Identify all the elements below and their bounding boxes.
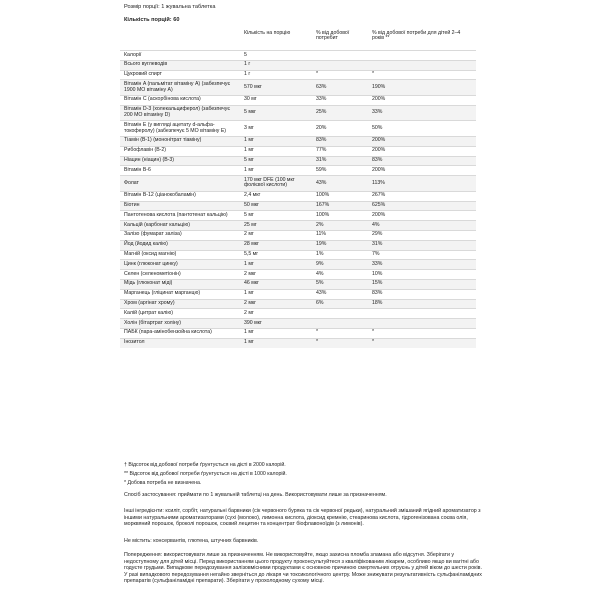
amount-per-serving: 2 мг xyxy=(244,309,254,316)
table-header-row xyxy=(120,29,476,51)
nutrient-name: Пантотенова кислота (пантотенат кальцію) xyxy=(124,211,228,218)
amount-per-serving: 25 мг xyxy=(244,221,257,228)
amount-per-serving: 5 мг xyxy=(244,157,254,164)
daily-value: 25% xyxy=(316,109,327,116)
child-daily-value: * xyxy=(372,329,375,336)
child-daily-value: * xyxy=(372,339,375,346)
child-daily-value: 625% xyxy=(372,202,386,209)
column-header-amount: Кількість на порцію xyxy=(244,29,291,36)
child-daily-value: 200% xyxy=(372,147,386,154)
amount-per-serving: 2 мг xyxy=(244,231,254,238)
nutrient-name: Вітамін C (аскорбінова кислота) xyxy=(124,96,201,103)
amount-per-serving: 1 мг xyxy=(244,260,254,267)
child-daily-value: 31% xyxy=(372,241,383,248)
child-daily-value xyxy=(368,51,476,61)
daily-value: 63% xyxy=(316,83,327,90)
table-row xyxy=(120,201,476,211)
table-row xyxy=(120,166,476,176)
amount-per-serving: 390 мкг xyxy=(244,319,262,326)
amount-per-serving: 3 мг xyxy=(244,124,254,131)
table-row xyxy=(120,299,476,309)
nutrient-name: Вітамін D-3 (холекальциферол) (забезпечує 200 МО вітаміну D) xyxy=(124,106,230,119)
amount-per-serving: 570 мкг xyxy=(244,83,262,90)
child-daily-value: 190% xyxy=(372,83,386,90)
usage-paragraph xyxy=(124,492,484,499)
daily-value: * xyxy=(316,329,319,336)
amount-per-serving: 1 мг xyxy=(244,290,254,297)
amount-per-serving: 1 мг xyxy=(244,166,254,173)
nutrient-name: Селен (селенометіонін) xyxy=(124,270,181,277)
daily-value: 1% xyxy=(316,251,324,258)
nutrient-name: Біотин xyxy=(124,202,140,209)
nutrient-name: Ніацин (ніацин) (B-3) xyxy=(124,157,175,164)
daily-value: 100% xyxy=(316,211,330,218)
daily-value: 4% xyxy=(316,270,324,277)
amount-per-serving: 5 мг xyxy=(244,211,254,218)
amount-per-serving: 2 мкг xyxy=(244,300,257,307)
child-daily-value xyxy=(368,319,476,329)
daily-value: 11% xyxy=(316,231,326,238)
amount-per-serving: 1 г xyxy=(244,71,251,78)
table-row xyxy=(120,121,476,137)
table-row xyxy=(120,240,476,250)
child-daily-value xyxy=(368,60,476,70)
table-row xyxy=(120,95,476,105)
serving-size: Розмір порції: 1 жувальна таблетка xyxy=(124,4,216,10)
nutrient-name: Кальцій (карбонат кальцію) xyxy=(124,221,191,228)
table-row xyxy=(120,230,476,240)
amount-per-serving: 1 г xyxy=(244,61,251,68)
daily-value: 33% xyxy=(316,96,327,103)
free-from-paragraph: Не містить: консервантів, глютена, штучних барвників. xyxy=(124,538,259,544)
daily-value: 2% xyxy=(316,221,324,228)
table-row xyxy=(120,136,476,146)
table-row xyxy=(120,51,476,61)
child-daily-value: * xyxy=(372,71,375,78)
ingredients-text: ксиліт, сорбіт, натуральні барвники (сік червоного буряка та сік червоної редьки), натуральний змішаний ягідний ароматизатор з іншими натуральними ароматизаторами (сухі (молоко), лимонна кислота, діоксид кремнію, стеаринова кислота, гідрогенізована соєва олія, морквяний порошок, броколі порошок, соєвий лецитин та концентрат біофлавоноїдів (з лимонів). xyxy=(124,508,481,528)
nutrient-name: Мідь (глюконат міді) xyxy=(124,280,173,287)
nutrient-name: Цинк (глюконат цинку) xyxy=(124,260,178,267)
column-header-nutrient xyxy=(120,29,240,51)
amount-per-serving: 5,5 мг xyxy=(244,251,259,258)
nutrient-name: Цукровий спирт xyxy=(124,71,162,78)
nutrient-name: Вітамін B-6 xyxy=(124,166,151,173)
child-daily-value: 267% xyxy=(372,192,386,199)
amount-per-serving: 50 мкг xyxy=(244,202,259,209)
table-row xyxy=(120,191,476,201)
child-daily-value: 33% xyxy=(372,109,383,116)
table-body xyxy=(120,51,476,348)
amount-per-serving: 1 мг xyxy=(244,147,254,154)
table-row xyxy=(120,211,476,221)
column-header-child-daily-value: % від добової потреби для дітей 2–4 років ** xyxy=(372,29,461,42)
nutrient-name: Хром (аргінат хрому) xyxy=(124,300,175,307)
daily-value xyxy=(312,60,368,70)
amount-per-serving: 1 мг xyxy=(244,339,254,346)
table-row xyxy=(120,70,476,80)
child-daily-value: 200% xyxy=(372,96,386,103)
daily-value: 5% xyxy=(316,280,324,287)
table-row xyxy=(120,250,476,260)
child-daily-value: 200% xyxy=(372,166,386,173)
child-daily-value: 83% xyxy=(372,290,383,297)
child-daily-value: 50% xyxy=(372,124,383,131)
table-row xyxy=(120,105,476,121)
footnote: † Відсоток від добової потреби ґрунтується на дієті в 2000 калорій. xyxy=(124,462,286,468)
child-daily-value: 200% xyxy=(372,211,386,218)
nutrient-name: Фолат xyxy=(124,179,139,186)
nutrient-name: Вітамін A (пальмітат вітаміну A) (забезпечує 1900 МО вітаміну A) xyxy=(124,80,231,93)
table-row xyxy=(120,60,476,70)
ingredients-paragraph xyxy=(124,508,484,528)
daily-value: 9% xyxy=(316,260,324,267)
child-daily-value: 18% xyxy=(372,300,383,307)
nutrient-name: Марганець (гліцинат марганцю) xyxy=(124,290,201,297)
child-daily-value: 15% xyxy=(372,280,383,287)
daily-value: 31% xyxy=(316,157,327,164)
amount-per-serving: 1 мг xyxy=(244,329,254,336)
amount-per-serving: 170 мкг DFE (100 мкг фолієвої кислоти) xyxy=(244,176,295,189)
child-daily-value: 113% xyxy=(372,179,385,186)
warning-text: використовувати лише за призначенням. Не використовуйте, якщо захисна пломба зламана або відсутня. Зберігати у недоступному для дітей місці. Перед використанням цього продукту проконсультуйтеся з кваліфікованим лікарем, особливо якщо ви вагітні або годуєте грудьми. Випадкове передозування залізовмісними продуктами є основною причиною смертельних отруєнь у дітей віком до шести років. У разі випадкового передозування негайно зверніться до лікаря чи токсикологічного центру. Може знижувати результативність сульфаніламідних препаратів (сульфаніламідні препарати). Зберігати у прохолодному сухому місці. xyxy=(124,552,482,585)
supplement-facts-table xyxy=(120,29,476,348)
nutrient-name: Всього вуглеводів xyxy=(124,61,168,68)
amount-per-serving: 5 мкг xyxy=(244,109,257,116)
daily-value: 20% xyxy=(316,124,327,131)
nutrient-name: Інозитол xyxy=(124,339,145,346)
table-row xyxy=(120,221,476,231)
daily-value xyxy=(312,309,368,319)
daily-value: 77% xyxy=(316,147,327,154)
nutrient-name: Холін (бітартрат холіну) xyxy=(124,319,182,326)
daily-value: 19% xyxy=(316,241,327,248)
amount-per-serving: 1 мг xyxy=(244,137,254,144)
table-row xyxy=(120,279,476,289)
child-daily-value: 33% xyxy=(372,260,383,267)
daily-value xyxy=(312,51,368,61)
table-row xyxy=(120,338,476,347)
nutrient-name: Вітамін B-12 (ціанокобаламін) xyxy=(124,192,196,199)
nutrient-name: Тіамін (B-1) (мононітрат тіаміну) xyxy=(124,137,202,144)
usage-text: приймати по 1 жувальній таблетці на день. Використовувати лише за призначенням. xyxy=(176,492,387,498)
ingredients-label: Інші інгредієнти: xyxy=(124,508,164,514)
amount-per-serving: 30 мг xyxy=(244,96,257,103)
table-row xyxy=(120,80,476,96)
daily-value: 6% xyxy=(316,300,324,307)
child-daily-value: 83% xyxy=(372,157,383,164)
table-row xyxy=(120,260,476,270)
nutrient-name: Калій (цитрат калію) xyxy=(124,309,173,316)
amount-per-serving: 2,4 мкг xyxy=(244,192,261,199)
column-header-daily-value: % від добової потребит xyxy=(316,29,350,42)
nutrient-name: ПАБК (пара-амінобензойна кислота) xyxy=(124,329,212,336)
table-row xyxy=(120,289,476,299)
daily-value: * xyxy=(316,339,319,346)
footnotes xyxy=(124,462,484,489)
amount-per-serving: 2 мкг xyxy=(244,270,257,277)
daily-value: 100% xyxy=(316,192,330,199)
nutrient-name: Рибофлавін (B-2) xyxy=(124,147,167,154)
footnote: * Добова потреба не визначена. xyxy=(124,480,202,486)
table-row xyxy=(120,270,476,280)
table-row xyxy=(120,328,476,338)
table-row xyxy=(120,309,476,319)
daily-value: 43% xyxy=(316,179,327,186)
nutrient-name: Йод (йодид калію) xyxy=(124,241,168,248)
warning-paragraph xyxy=(124,552,484,585)
footnote: ** Відсоток від добової потреби ґрунтується на дієті в 1000 калорій. xyxy=(124,471,287,477)
usage-label: Спосіб застосування: xyxy=(124,492,177,498)
child-daily-value: 7% xyxy=(372,251,380,258)
table-row xyxy=(120,176,476,192)
nutrient-name: Залізо (фумарат заліза) xyxy=(124,231,182,238)
table-row xyxy=(120,156,476,166)
daily-value: 167% xyxy=(316,202,330,209)
daily-value: * xyxy=(316,71,319,78)
nutrient-name: Магній (оксид магнію) xyxy=(124,251,177,258)
warning-label: Попередження: xyxy=(124,552,163,558)
nutrient-name: Калорії xyxy=(124,51,142,58)
servings-count: Кількість порцій: 60 xyxy=(124,17,180,23)
child-daily-value: 29% xyxy=(372,231,383,238)
daily-value: 83% xyxy=(316,137,327,144)
amount-per-serving: 28 мкг xyxy=(244,241,259,248)
amount-per-serving: 46 мкг xyxy=(244,280,259,287)
child-daily-value: 200% xyxy=(372,137,386,144)
daily-value xyxy=(312,319,368,329)
daily-value: 59% xyxy=(316,166,327,173)
daily-value: 43% xyxy=(316,290,327,297)
nutrient-name: Вітамін E (у вигляді ацетату d-альфа-токоферолу) (забезпечує 5 МО вітаміну E) xyxy=(124,121,227,134)
child-daily-value: 4% xyxy=(372,221,380,228)
child-daily-value: 10% xyxy=(372,270,383,277)
amount-per-serving: 5 xyxy=(244,51,247,58)
table-row xyxy=(120,319,476,329)
table-row xyxy=(120,146,476,156)
child-daily-value xyxy=(368,309,476,319)
